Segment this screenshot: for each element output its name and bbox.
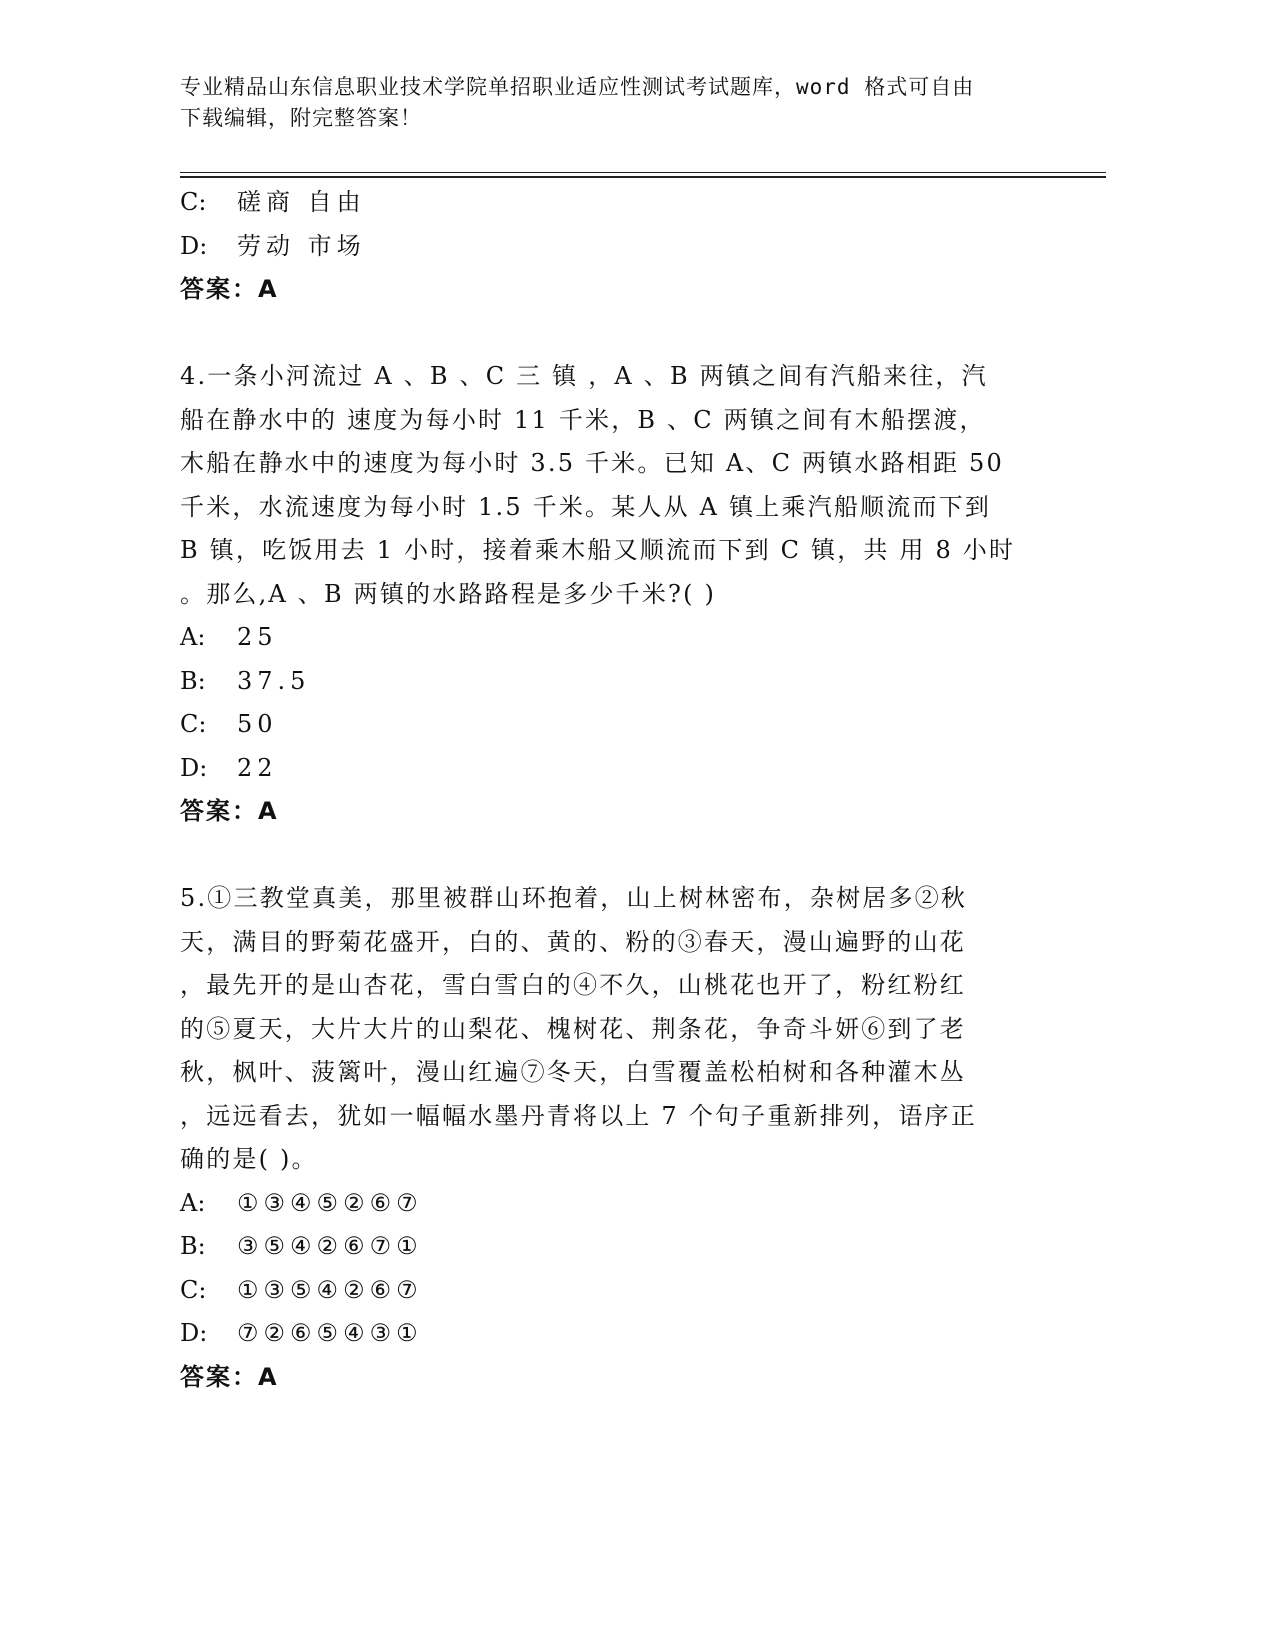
- question-5-answer: 答案：A: [180, 1362, 279, 1391]
- question-line: 千米，水流速度为每小时 1.5 千米。某人从 A 镇上乘汽船顺流而下到: [180, 492, 992, 521]
- question-line: 5.①三教堂真美，那里被群山环抱着，山上树林密布，杂树居多②秋: [180, 884, 968, 912]
- question-5-stem: [180, 877, 1040, 1182]
- option-label: D:: [180, 231, 208, 260]
- option-text: 50: [237, 710, 278, 738]
- option-d: [180, 747, 1040, 791]
- question-line: 4.一条小河流过 A 、B 、C 三 镇 ，A 、B 两镇之间有汽船来往，汽: [180, 362, 988, 390]
- question-line: 天，满目的野菊花盛开，白的、黄的、粉的③春天，漫山遍野的山花: [180, 927, 966, 956]
- question-line: 木船在静水中的速度为每小时 3.5 千米。已知 A、C 两镇水路相距 50: [180, 449, 1004, 477]
- option-d: [180, 225, 1040, 269]
- question-4-stem: [180, 355, 1040, 616]
- option-text: ①③⑤④②⑥⑦: [237, 1275, 423, 1304]
- option-text: 劳动 市场: [237, 231, 366, 260]
- option-c: [180, 181, 1040, 225]
- option-c: [180, 703, 1040, 747]
- option-label: C:: [180, 1275, 207, 1304]
- header-line-2: 下载编辑，附完整答案！: [180, 106, 422, 130]
- question-line: ，远远看去，犹如一幅幅水墨丹青将以上 7 个句子重新排列，语序正: [180, 1101, 977, 1130]
- option-text: 25: [237, 623, 278, 651]
- option-label: D:: [180, 1319, 208, 1347]
- question-line: ，最先开的是山杏花，雪白雪白的④不久，山桃花也开了，粉红粉红: [180, 971, 966, 999]
- option-text: ③⑤④②⑥⑦①: [237, 1232, 423, 1260]
- header-divider-thick: [180, 176, 1106, 178]
- option-text: 22: [237, 753, 278, 782]
- option-a: [180, 616, 1040, 660]
- header-divider-thin: [180, 172, 1106, 173]
- option-label: A:: [180, 1188, 206, 1217]
- option-b: [180, 660, 1040, 704]
- question-5-options: [180, 1182, 1040, 1356]
- header-line-1: 专业精品山东信息职业技术学院单招职业适应性测试考试题库，word 格式可自由: [180, 75, 975, 99]
- option-text: ⑦②⑥⑤④③①: [237, 1319, 423, 1347]
- option-b: [180, 1225, 1040, 1269]
- option-a: [180, 1182, 1040, 1226]
- question-line: B 镇，吃饭用去 1 小时，接着乘木船又顺流而下到 C 镇，共 用 8 小时: [180, 536, 1016, 564]
- option-label: C:: [180, 188, 207, 216]
- option-label: B:: [180, 666, 206, 695]
- document-body: [180, 181, 1040, 1399]
- option-text: 37.5: [237, 666, 311, 695]
- question-line: 秋，枫叶、菠篱叶，漫山红遍⑦冬天，白雪覆盖松柏树和各种灌木丛: [180, 1058, 966, 1086]
- question-line: 的⑤夏天，大片大片的山梨花、槐树花、荆条花，争奇斗妍⑥到了老: [180, 1014, 966, 1043]
- question-4-answer: 答案：A: [180, 797, 279, 825]
- question-3-answer: 答案：A: [180, 275, 279, 303]
- question-4-options: [180, 616, 1040, 790]
- option-label: D:: [180, 753, 208, 782]
- question-line: 确的是( )。: [180, 1145, 318, 1173]
- option-d: [180, 1312, 1040, 1356]
- question-line: 船在静水中的 速度为每小时 11 千米，B 、C 两镇之间有木船摆渡，: [180, 405, 986, 434]
- option-label: A:: [180, 623, 206, 651]
- option-label: C:: [180, 710, 207, 738]
- option-label: B:: [180, 1232, 206, 1260]
- option-text: ①③④⑤②⑥⑦: [237, 1188, 423, 1217]
- option-c: [180, 1269, 1040, 1313]
- option-text: 磋商 自由: [237, 188, 366, 216]
- question-3-options: [180, 181, 1040, 268]
- question-line: 。那么,A 、B 两镇的水路路程是多少千米?( ): [180, 579, 717, 608]
- document-header: [180, 72, 1040, 134]
